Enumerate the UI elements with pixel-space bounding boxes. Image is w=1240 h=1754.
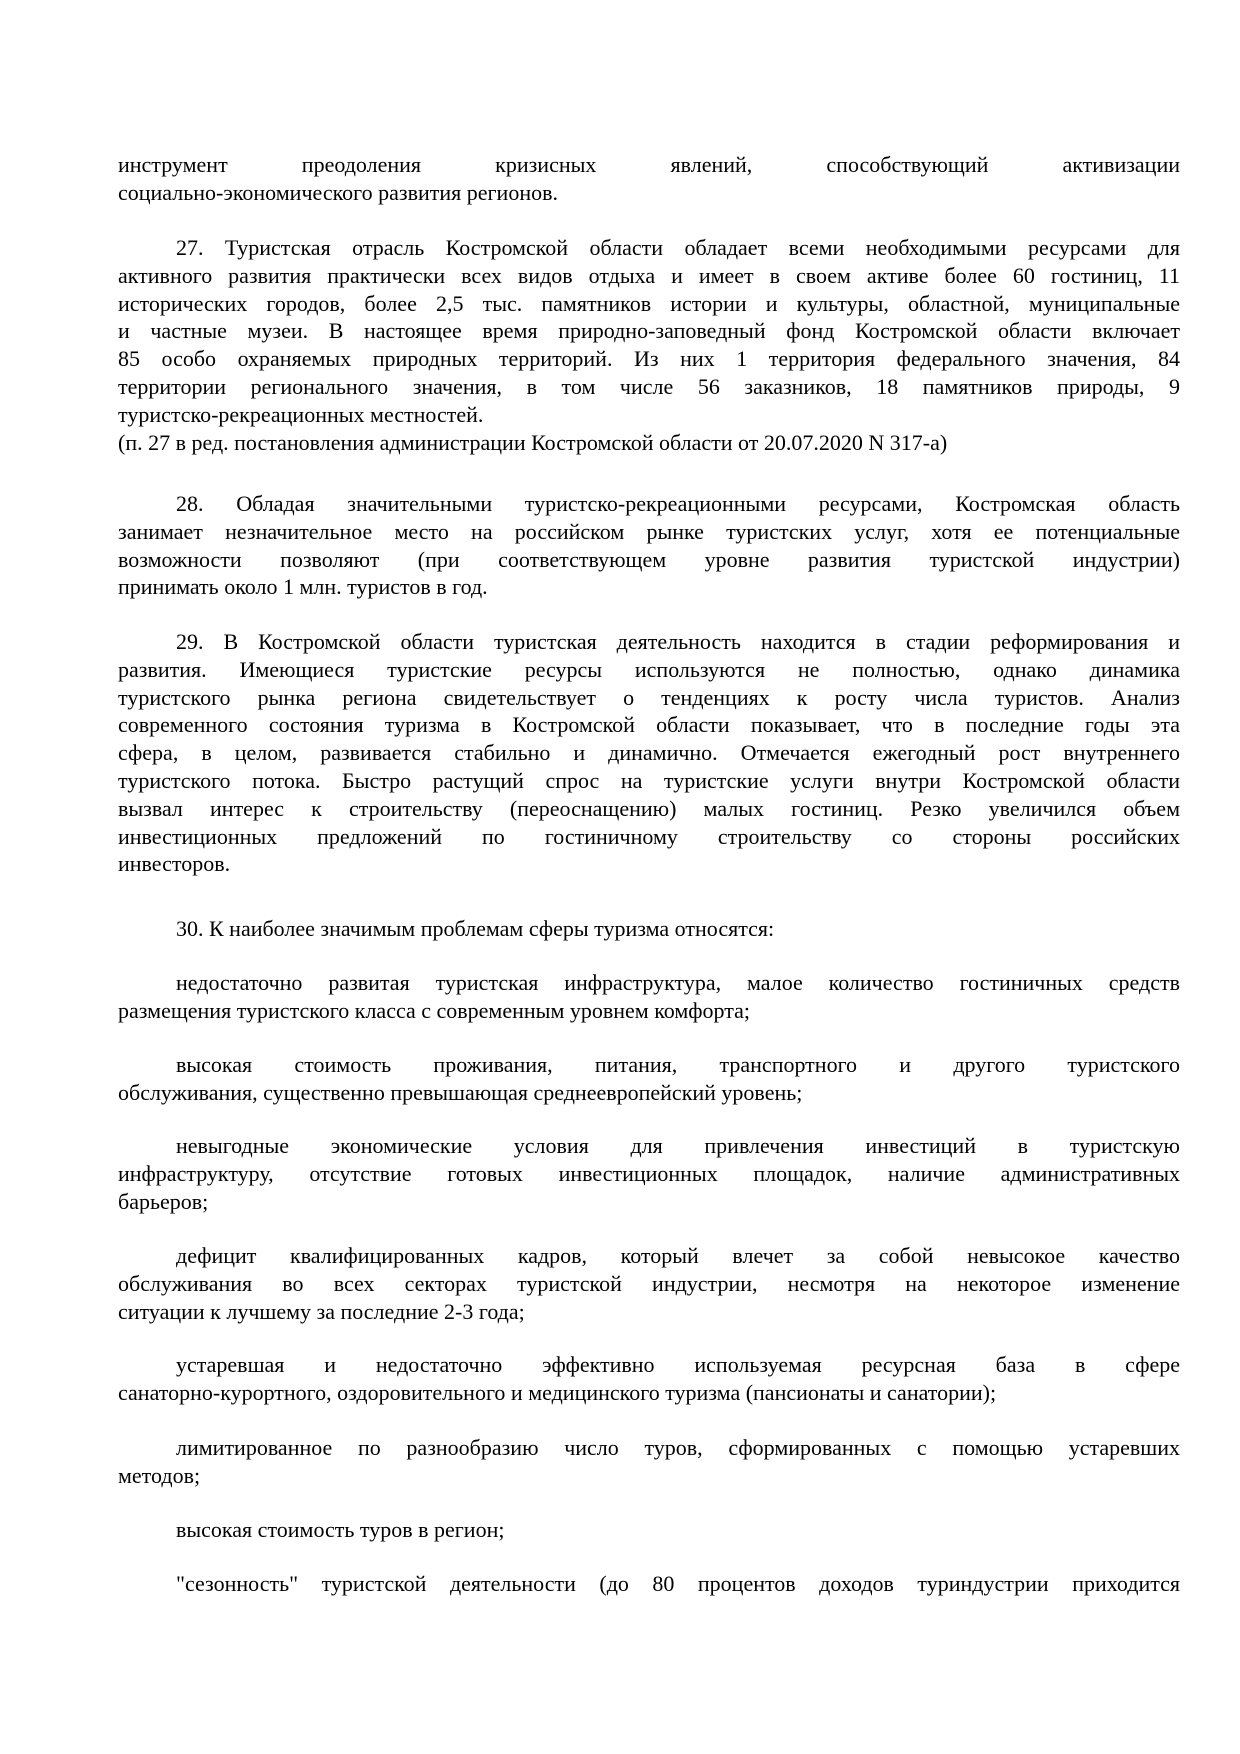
text-line: туристско-рекреационных местностей.: [118, 401, 484, 427]
text-line: барьеров;: [118, 1188, 209, 1214]
paragraph-problem-5: [118, 1351, 1180, 1407]
text-line: исторических городов, более 2,5 тыс. памятников истории и культуры, областной, муниципальные: [118, 290, 1180, 316]
text-line: активного развития практически всех видов отдыха и имеет в своем активе более 60 гостиниц, 11: [118, 262, 1180, 288]
paragraph-problem-7: [118, 1516, 1180, 1544]
text-line: 27. Туристская отрасль Костромской области обладает всеми необходимыми ресурсами для: [176, 235, 1180, 260]
paragraph-p27: [118, 234, 1180, 429]
paragraph-p28: [118, 490, 1180, 601]
paragraph-problem-2: [118, 1051, 1180, 1107]
text-line: туристского потока. Быстро растущий спрос на туристские услуги внутри Костромской области: [118, 767, 1180, 793]
text-line: инфраструктуру, отсутствие готовых инвестиционных площадок, наличие административных: [118, 1160, 1180, 1186]
text-line: методов;: [118, 1462, 201, 1488]
text-line: 30. К наиболее значимым проблемам сферы туризма относятся:: [176, 916, 775, 941]
text-line: устаревшая и недостаточно эффективно используемая ресурсная база в сфере: [176, 1352, 1180, 1377]
text-line: (п. 27 в ред. постановления администрации Костромской области от 20.07.2020 N 317-а): [118, 430, 948, 455]
text-line: 28. Обладая значительными туристско-рекреационными ресурсами, Костромская область: [176, 491, 1180, 516]
text-line: и частные музеи. В настоящее время природно-заповедный фонд Костромской области включает: [118, 318, 1180, 344]
text-line: санаторно-курортного, оздоровительного и медицинского туризма (пансионаты и санатории);: [118, 1379, 997, 1405]
text-line: инвестиционных предложений по гостиничному строительству со стороны российских: [118, 823, 1180, 849]
text-line: вызвал интерес к строительству (переоснащению) малых гостиниц. Резко увеличился объем: [118, 795, 1180, 821]
text-line: развития. Имеющиеся туристские ресурсы используются не полностью, однако динамика: [118, 656, 1180, 682]
paragraph-problem-3: [118, 1132, 1180, 1215]
paragraph-p30: [118, 915, 1180, 943]
text-line: инструмент преодоления кризисных явлений, способствующий активизации: [118, 152, 1180, 177]
text-line: современного состояния туризма в Костромской области показывает, что в последние годы эта: [118, 712, 1180, 738]
text-line: территории регионального значения, в том числе 56 заказников, 18 памятников природы, 9: [118, 373, 1180, 399]
paragraph-problem-6: [118, 1434, 1180, 1490]
text-line: 29. В Костромской области туристская деятельность находится в стадии реформирования и: [176, 629, 1180, 654]
paragraph-p27-note: [118, 429, 1180, 457]
text-line: "сезонность" туристской деятельности (до 80 процентов доходов туриндустрии приходится: [176, 1571, 1180, 1596]
text-line: размещения туристского класса с современным уровнем комфорта;: [118, 997, 751, 1023]
paragraph-problem-8: [118, 1570, 1180, 1598]
paragraph-continuation: [118, 151, 1180, 207]
paragraph-problem-4: [118, 1242, 1180, 1325]
text-line: ситуации к лучшему за последние 2-3 года;: [118, 1298, 525, 1324]
text-line: обслуживания во всех секторах туристской индустрии, несмотря на некоторое изменение: [118, 1270, 1180, 1296]
text-line: обслуживания, существенно превышающая среднеевропейский уровень;: [118, 1079, 803, 1105]
paragraph-p29: [118, 628, 1180, 878]
paragraph-problem-1: [118, 969, 1180, 1025]
text-line: социально-экономического развития регионов.: [118, 179, 558, 205]
text-line: высокая стоимость проживания, питания, транспортного и другого туристского: [176, 1052, 1180, 1077]
text-line: высокая стоимость туров в регион;: [176, 1517, 505, 1542]
text-line: лимитированное по разнообразию число туров, сформированных с помощью устаревших: [176, 1435, 1180, 1460]
text-line: сфера, в целом, развивается стабильно и динамично. Отмечается ежегодный рост внутреннего: [118, 740, 1180, 766]
text-line: инвесторов.: [118, 851, 231, 877]
text-line: туристского рынка региона свидетельствует о тенденциях к росту числа туристов. Анализ: [118, 684, 1180, 710]
text-line: 85 особо охраняемых природных территорий. Из них 1 территория федерального значения, 84: [118, 346, 1180, 372]
text-line: невыгодные экономические условия для привлечения инвестиций в туристскую: [176, 1133, 1180, 1158]
text-line: принимать около 1 млн. туристов в год.: [118, 574, 488, 600]
text-line: занимает незначительное место на российском рынке туристских услуг, хотя ее потенциальные: [118, 518, 1180, 544]
text-line: возможности позволяют (при соответствующем уровне развития туристской индустрии): [118, 546, 1180, 572]
text-line: недостаточно развитая туристская инфраструктура, малое количество гостиничных средств: [176, 970, 1180, 995]
text-line: дефицит квалифицированных кадров, который влечет за собой невысокое качество: [176, 1243, 1180, 1268]
